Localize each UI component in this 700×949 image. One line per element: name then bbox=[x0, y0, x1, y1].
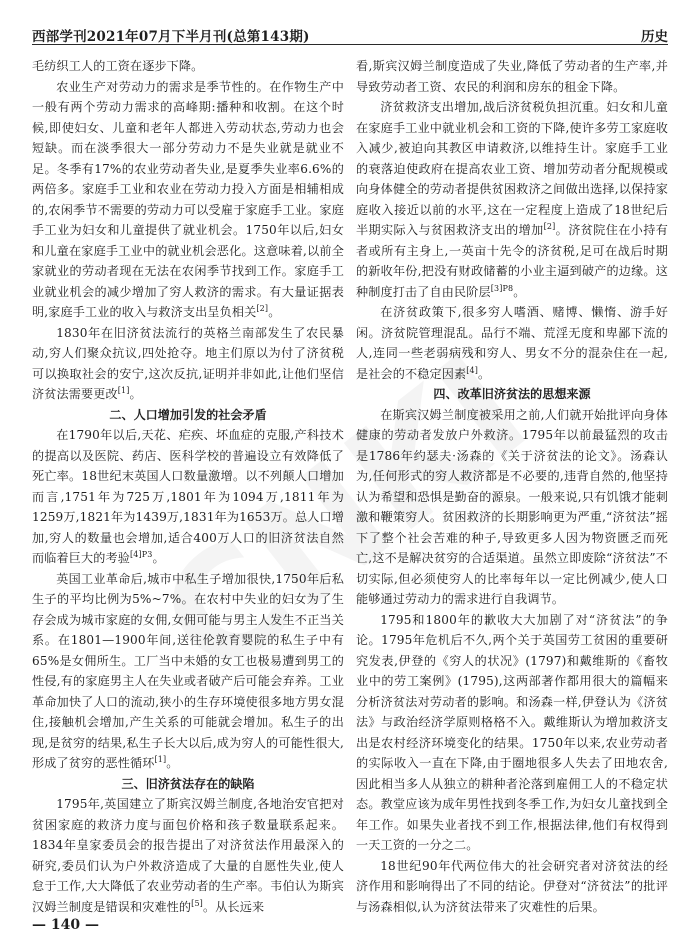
section-heading: 三、旧济贫法存在的缺陷 bbox=[121, 776, 255, 791]
paragraph-text: 。 bbox=[152, 551, 165, 565]
paragraph bbox=[32, 569, 344, 774]
paragraph-text: 在斯宾汉姆兰制度被采用之前,人们就开始批评向身体健康的劳动者发放户外救济。1795年以前最猛烈的攻击是1786年约瑟夫·汤森的《关于济贫法的论文》。汤森认为,任何形式的穷人救济都是不必要的,违背自然的,他坚持认为希望和恐惧是勤奋的源泉。一般来说,只有饥饿才能刺激和鞭策穷人。贫困救济的长期影响更为严重,“济贫法”摇下了整个社会苦难的种子,导致更多人因为物资匮乏而死亡,这不是解决贫穷的合适渠道。虽然立即废除“济贫法”不切实际,但必须使穷人的比率每年以一定比例减少,使人口能够通过劳动力的需求进行自我调节。 bbox=[356, 407, 668, 606]
citation-ref: [4] bbox=[466, 365, 478, 375]
paragraph-text: 1795年,英国建立了斯宾汉姆兰制度,各地治安官把对贫困家庭的救济力度与面包价格和孩子数量联系起来。1834年皇家委员会的报告提出了对济贫法作用最深入的研究,委员们认为户外救济造成了大量的自愿性失业,使人怠于工作,大大降低了农业劳动者的生产率。韦伯认为斯宾汉姆兰制度是错误和灾难性的 bbox=[32, 797, 344, 914]
header-rule bbox=[32, 44, 668, 45]
paragraph-text: 1830年在旧济贫法流行的英格兰南部发生了农民暴动,穷人们聚众抗议,四处抢夺。地主们原以为付了济贫税可以换取社会的安宁,这次反抗,证明并非如此,让他们坚信济贫法需要更改 bbox=[32, 325, 344, 401]
paragraph bbox=[356, 405, 668, 610]
paragraph bbox=[356, 302, 668, 384]
paragraph bbox=[32, 77, 344, 323]
paragraph-text: 看,斯宾汉姆兰制度造成了失业,降低了劳动者的生产率,并导致劳动者工资、农民的利润和房东的租金下降。 bbox=[356, 59, 668, 94]
paragraph-text: 。 bbox=[129, 387, 142, 401]
paragraph bbox=[356, 97, 668, 302]
paragraph-text: 在1790年以后,天花、疟疾、坏血症的克服,产科技术的提高以及医院、药店、医科学校的普遍设立有效降低了死亡率。18世纪末英国人口数量激增。以不列颠人口增加而言,1751年为725万,1801年为1094万,1811年为1259万,1821年为1439万,1831年为1653万。总人口增加,穷人的数量也会增加,适合400万人口的旧济贫法自然而临着巨大的考验 bbox=[32, 428, 344, 565]
paragraph bbox=[32, 794, 344, 917]
paragraph-text: 。从长远来 bbox=[202, 899, 265, 914]
paragraph bbox=[32, 425, 344, 569]
paragraph-text: 英国工业革命后,城市中私生子增加很快,1750年后私生子的平均比例为5%~7%。在农村中失业的妇女为了生存会成为城市家庭的女佣,女佣可能与男主人发生不正当关系。在1801—1900年间,送往伦敦育婴院的私生子中有65%是女佣所生。工厂当中未婚的女工也极易遭到男工的性侵,有的家庭男主人在失业或者破产后可能会弃养。工业革命加快了人口的流动,狭小的生存环境使很多地方男女混住,接触机会增加,产生关系的可能就会增加。私生子的出现,是贫穷的结果,私生子长大以后,成为穷人的可能性很大,形成了贫穷的恶性循环 bbox=[32, 571, 344, 770]
paragraph bbox=[32, 323, 344, 405]
paragraph-text: 。 bbox=[478, 366, 491, 381]
paragraph bbox=[32, 56, 344, 77]
citation-ref: [2] bbox=[256, 303, 269, 313]
paragraph-text: 毛纺织工人的工资在逐步下降。 bbox=[32, 59, 204, 73]
page-header bbox=[32, 22, 668, 48]
paragraph-text: 。济贫院住在小持有者或所有主身上,一英亩十先令的济贫税,足可在战后时期的新收年份,把没有财政储蓄的小业主逼到破产的边缘。这种制度打击了自由民阶层 bbox=[356, 223, 668, 299]
section-name: 历史 bbox=[641, 29, 668, 45]
paragraph-text: 。 bbox=[268, 305, 281, 319]
paragraph bbox=[356, 56, 668, 97]
right-column bbox=[356, 56, 668, 914]
page-number: — 140 — bbox=[32, 917, 99, 933]
paragraph bbox=[356, 856, 668, 918]
citation-ref: [2] bbox=[543, 221, 556, 231]
section-heading: 二、人口增加引发的社会矛盾 bbox=[109, 407, 267, 422]
citation-ref: [1] bbox=[117, 385, 130, 395]
journal-title: 西部学刊2021年07月下半月刊(总第143期) bbox=[32, 29, 310, 45]
citation-ref: [4]P3 bbox=[129, 549, 153, 559]
paragraph bbox=[356, 610, 668, 856]
paragraph-text: 1795和1800年的歉收大大加剧了对“济贫法”的争论。1795年危机后不久,两个关于英国劳工贫困的重要研究发表,伊登的《穷人的状况》(1797)和戴维斯的《畜牧业中的劳工案例》(1795),这两部著作都用很大的篇幅来分析济贫法对劳动者的影响。和汤森一样,伊登认为《济贫法》与政治经济学原则格格不入。戴维斯认为增加救济支出是农村经济环境变化的结果。1750年以来,农业劳动者的实际收入一直在下降,由于圈地很多人失去了田地农舍,因此相当多人从独立的耕种者沦落到雇佣工人的不稳定状态。教堂应该为成年男性找到冬季工作,为妇女儿童找到全年工作。如果失业者找不到工作,根据法律,他们有权得到一天工资的一分之二。 bbox=[356, 612, 668, 852]
paragraph-text: 。 bbox=[513, 284, 526, 299]
section-heading: 四、改革旧济贫法的思想来源 bbox=[433, 387, 591, 401]
paragraph-text: 18世纪90年代两位伟大的社会研究者对济贫法的经济作用和影响得出了不同的结论。伊登对“济贫法”的批评与汤森相似,认为济贫法带来了灾难性的后果。 bbox=[356, 858, 668, 914]
citation-ref: [5] bbox=[191, 898, 203, 908]
paragraph-text: 济贫救济支出增加,战后济贫税负担沉重。妇女和儿童在家庭手工业中就业机会和工资的下降,使许多劳工家庭收入减少,被迫向其教区申请救济,以维持生计。家庭手工业的衰落迫使政府在提高农业工资、增加劳动者分配规模或向身体健全的劳动者提供贫困救济之间做出选择,以保持家庭收入接近以前的水平,这在一定程度上造成了18世纪后半期实际入与贫困救济支出的增加 bbox=[356, 100, 668, 237]
left-column bbox=[32, 56, 344, 914]
citation-ref: [3]P8 bbox=[490, 283, 514, 293]
citation-ref: [1] bbox=[154, 754, 167, 764]
paragraph-text: 。 bbox=[166, 756, 179, 770]
paragraph-text: 农业生产对劳动力的需求是季节性的。在作物生产中一般有两个劳动力需求的高峰期:播种和收割。在这个时候,即使妇女、儿童和老年人都进入劳动状态,劳动力也会短缺。而在淡季很大一部分劳动力不是失业就是就业不足。冬季有17%的农业劳动者失业,是夏季失业率6.6%的两倍多。家庭手工业和农业在劳动力投入方面是相辅相成的,农闲季节不需要的劳动力可以受雇于家庭手工业。家庭手工业为妇女和儿童提供了就业机会。1750年以后,妇女和儿童在家庭手工业中的就业机会恶化。这意味着,以前全家就业的劳动者现在无法在农闲季节找到工作。家庭手工业就业机会的减少增加了穷人救济的需求。有大量证据表明,家庭手工业的收入与救济支出呈负相关 bbox=[32, 79, 344, 319]
paragraph-text: 在济贫政策下,很多穷人嗜酒、赌博、懒惰、游手好闲。济贫院管理混乱。品行不端、荒淫无度和卑鄙下流的人,连同一些老弱病残和穷人、男女不分的混杂住在一起,是社会的不稳定因素 bbox=[356, 305, 668, 381]
